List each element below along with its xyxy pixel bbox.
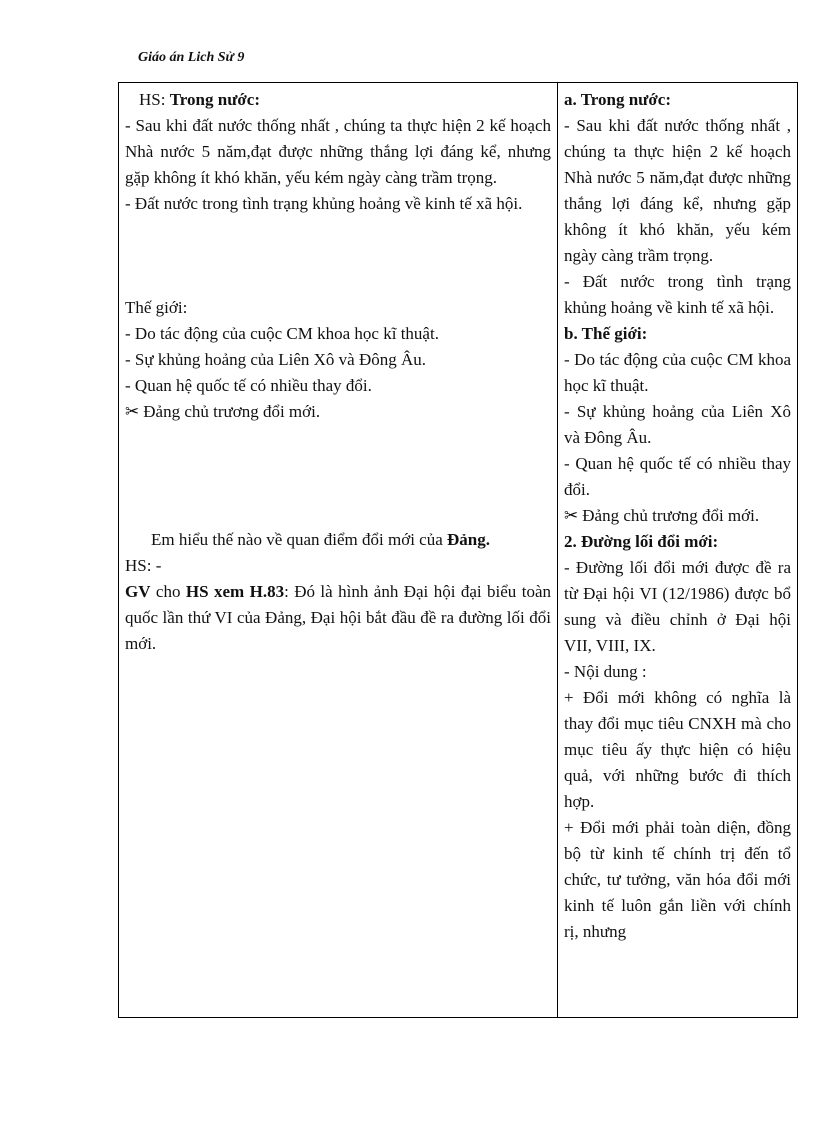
spacer <box>125 425 551 527</box>
question-text: Em hiểu thế nào về quan điểm đổi mới của <box>151 530 448 549</box>
hs-answer-line: HS: - <box>125 556 162 575</box>
left-world-title: Thế giới: <box>125 298 188 317</box>
section-b-title: b. Thế giới: <box>564 324 648 343</box>
left-world-item-1: - Do tác động của cuộc CM khoa học kĩ thuật. <box>125 324 439 343</box>
gv-instruction-paragraph <box>125 579 551 657</box>
scissors-icon: ✂ <box>564 506 579 525</box>
spacer <box>125 217 551 295</box>
left-world-item-3: - Quan hệ quốc tế có nhiều thay đổi. <box>125 376 372 395</box>
gv-figure-ref: HS xem H.83 <box>185 582 285 601</box>
section-b-item-4-text: Đảng chủ trương đổi mới. <box>582 506 760 525</box>
section-2-paragraph-4: + Đổi mới phải toàn diện, đồng bộ từ kinh tế chính trị đến tổ chức, tư tưởng, văn hóa đổi mới kinh tế luôn gắn liền với chính rị, nhưng <box>564 818 791 941</box>
section-a-title: a. Trong nước: <box>564 90 671 109</box>
hs-label: HS: <box>139 90 170 109</box>
section-2-paragraph-2: - Nội dung : <box>564 662 647 681</box>
left-world-item-4 <box>125 399 551 425</box>
lesson-table <box>118 82 798 1018</box>
left-domestic-paragraph-2: - Đất nước trong tình trạng khủng hoảng về kinh tế xã hội. <box>125 194 523 213</box>
section-b-item-1: - Do tác động của cuộc CM khoa học kĩ thuật. <box>564 350 791 395</box>
question-bold-text: Đảng. <box>447 530 491 549</box>
left-domestic-paragraph-1: - Sau khi đất nước thống nhất , chúng ta thực hiện 2 kế hoạch Nhà nước 5 năm,đạt được những thắng lợi đáng kể, nhưng gặp không ít khó khăn, yếu kém ngày càng trầm trọng. <box>125 116 551 187</box>
hs-topic: Trong nước: <box>169 90 261 109</box>
section-2-paragraph-3: + Đổi mới không có nghĩa là thay đổi mục tiêu CNXH mà cho mục tiêu ấy thực hiện có hiệu quả, với những bước đi thích hợp. <box>564 688 791 811</box>
section-b-item-4 <box>564 503 791 529</box>
document-header: Giáo án Lich Sử 9 <box>138 50 245 65</box>
gv-text-1: cho <box>150 582 186 601</box>
section-b-item-3: - Quan hệ quốc tế có nhiều thay đổi. <box>564 454 791 499</box>
left-world-item-2: - Sự khủng hoảng của Liên Xô và Đông Âu. <box>125 350 426 369</box>
hs-trong-nuoc-line <box>125 87 551 113</box>
question-paragraph <box>125 527 551 553</box>
lesson-content-column <box>558 83 797 1017</box>
section-b-item-2: - Sự khủng hoảng của Liên Xô và Đông Âu. <box>564 402 791 447</box>
section-2-paragraph-1: - Đường lối đổi mới được đề ra từ Đại hội VI (12/1986) được bổ sung và điều chỉnh ở Đại hội VII, VIII, IX. <box>564 558 791 655</box>
section-2-title: 2. Đường lối đổi mới: <box>564 532 719 551</box>
section-a-paragraph-1: - Sau khi đất nước thống nhất , chúng ta thực hiện 2 kế hoạch Nhà nước 5 năm,đạt được những thắng lợi đáng kể, nhưng gặp không ít khó khăn, yếu kém ngày càng trầm trọng. <box>564 116 791 265</box>
left-world-item-4-text: Đảng chủ trương đổi mới. <box>143 402 321 421</box>
teacher-student-activity-column <box>119 83 558 1017</box>
section-a-paragraph-2: - Đất nước trong tình trạng khủng hoảng về kinh tế xã hội. <box>564 272 791 317</box>
gv-label: GV <box>125 582 151 601</box>
gv-text-2: : Đó là hình ảnh Đại hội đại biểu toàn quốc lần thứ VI của Đảng, Đại hội bắt đầu đề ra đường lối đổi mới. <box>125 582 551 653</box>
scissors-icon: ✂ <box>125 402 140 421</box>
